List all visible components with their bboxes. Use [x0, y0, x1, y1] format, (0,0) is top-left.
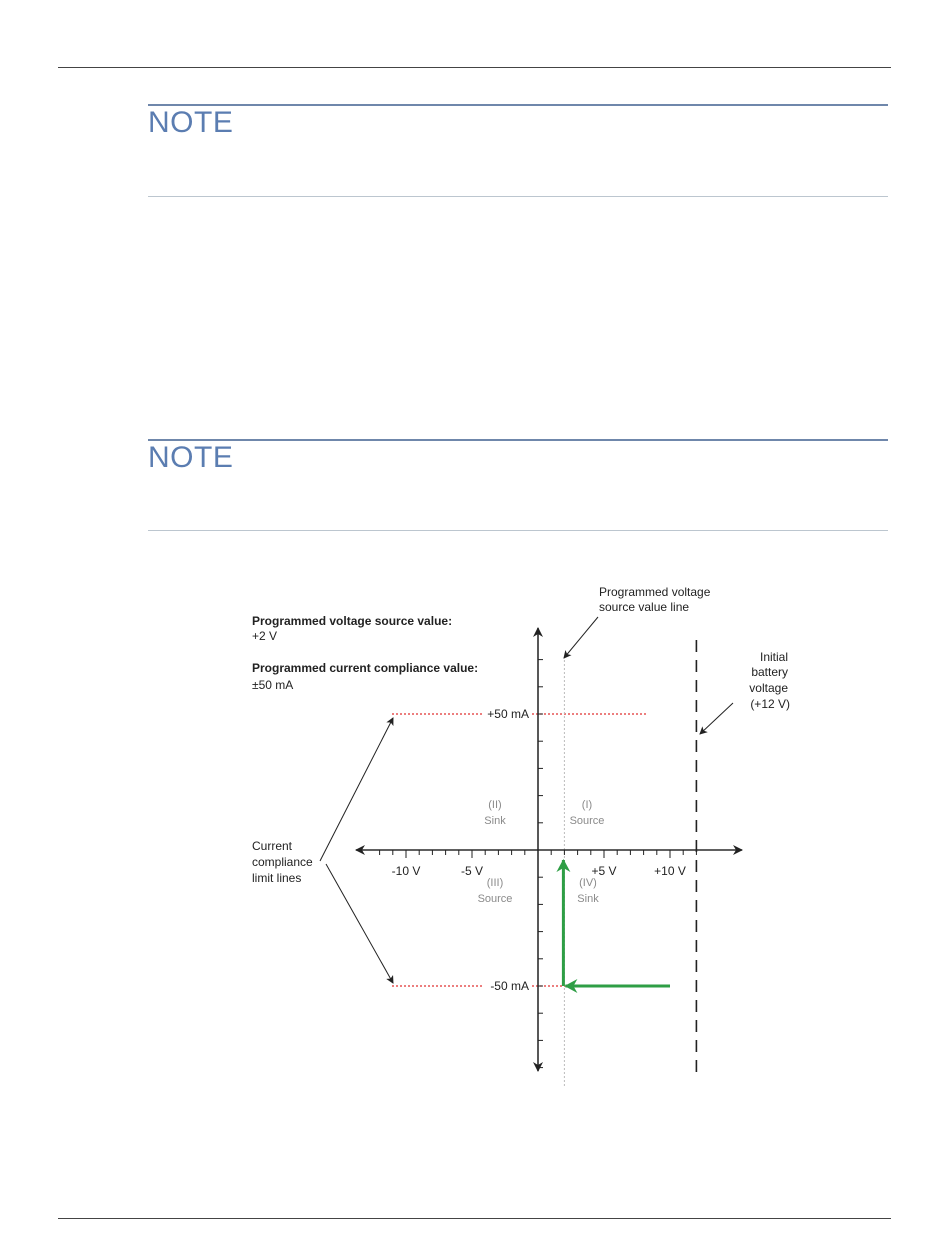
- voltage-tick-label: +10 V: [654, 864, 686, 878]
- compliance-leader-upper: [320, 718, 393, 861]
- quadrant-2-name: Sink: [484, 815, 506, 827]
- quadrant-1-numeral: (I): [581, 799, 593, 811]
- quadrant-3-name: Source: [477, 893, 513, 905]
- quadrant-4-name: Sink: [577, 893, 599, 905]
- voltage-line-callout-line-2: source value line: [599, 600, 690, 614]
- minus-limit-label: -50 mA: [490, 979, 529, 993]
- battery-callout-line-3: voltage: [749, 681, 788, 695]
- battery-callout-line-1: Initial: [759, 650, 788, 664]
- compliance-callout-line-1: Current: [252, 839, 293, 853]
- programmed-current-value: ±50 mA: [252, 678, 294, 692]
- compliance-callout-line-2: compliance: [252, 855, 313, 869]
- battery-callout-line-4: (+12 V): [750, 697, 790, 711]
- quadrant-3-numeral: (III): [486, 877, 504, 889]
- voltage-line-callout-line-1: Programmed voltage: [599, 585, 711, 599]
- programmed-voltage-label: Programmed voltage source value:: [252, 614, 453, 628]
- battery-callout-line-2: battery: [751, 665, 788, 679]
- voltage-tick-label: -5 V: [460, 864, 484, 878]
- programmed-current-label: Programmed current compliance value:: [252, 661, 479, 675]
- quadrant-2-numeral: (II): [488, 799, 502, 811]
- quadrant-1-name: Source: [569, 815, 605, 827]
- voltage-line-callout-leader: [564, 617, 598, 658]
- note-heading: NOTE: [148, 106, 234, 139]
- compliance-callout-line-3: limit lines: [252, 871, 302, 885]
- note-heading: NOTE: [148, 441, 234, 474]
- page-bottom-rule: [58, 1218, 891, 1219]
- quadrant-4-numeral: (IV): [579, 877, 597, 889]
- voltage-tick-label: +5 V: [591, 864, 617, 878]
- voltage-tick-label: -10 V: [391, 864, 421, 878]
- compliance-leader-lower: [326, 864, 393, 983]
- plus-limit-label: +50 mA: [487, 707, 529, 721]
- programmed-voltage-value: +2 V: [252, 629, 278, 643]
- battery-callout-leader: [700, 703, 733, 734]
